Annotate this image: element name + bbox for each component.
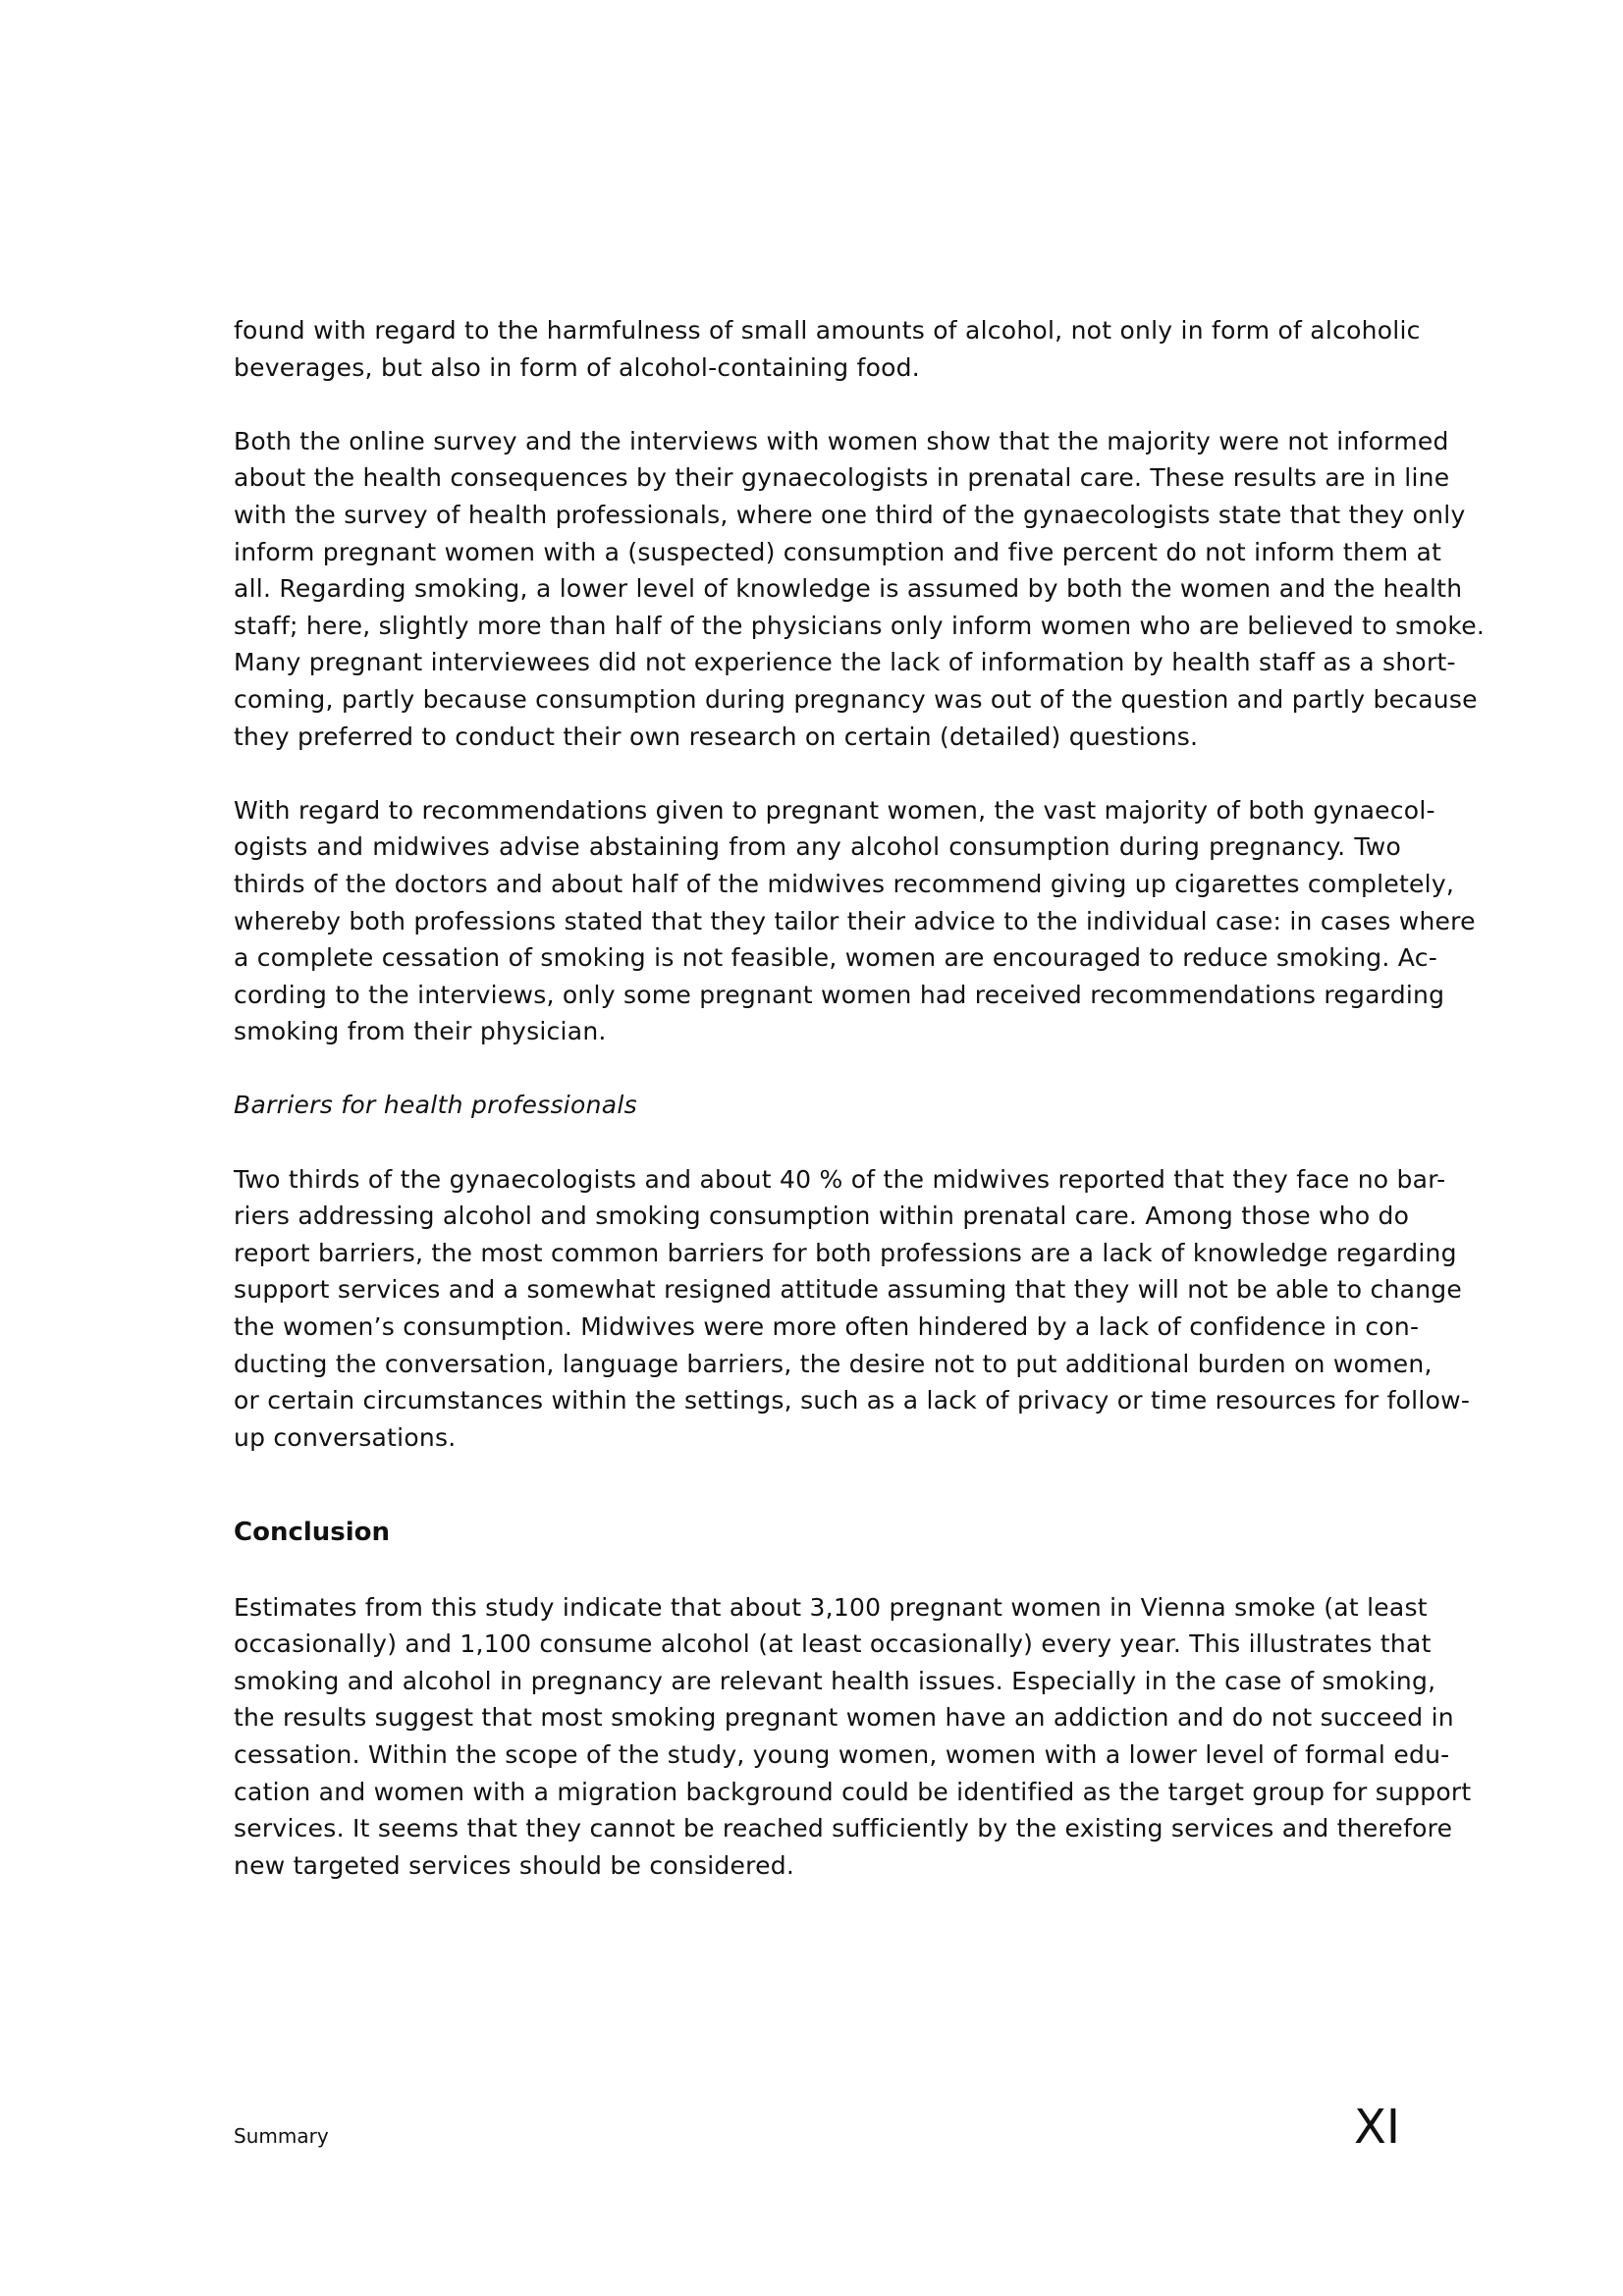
- text-line: cation and women with a migration background could be identified as the target group for support: [234, 1777, 1472, 1806]
- text-line: the results suggest that most smoking pregnant women have an addiction and do not succeed in: [234, 1703, 1454, 1733]
- text-line: Many pregnant interviewees did not experience the lack of information by health staff as a short-: [234, 648, 1456, 677]
- text-line: Two thirds of the gynaecologists and about 40 % of the midwives reported that they face no bar-: [234, 1164, 1446, 1194]
- text-line: found with regard to the harmfulness of small amounts of alcohol, not only in form of alcoholic: [234, 316, 1421, 345]
- text-line: ogists and midwives advise abstaining from any alcohol consumption during pregnancy. Two: [234, 832, 1401, 862]
- text-line: the women’s consumption. Midwives were more often hindered by a lack of confidence in con-: [234, 1312, 1420, 1342]
- text-line: services. It seems that they cannot be reached sufficiently by the existing services and therefore: [234, 1814, 1453, 1843]
- text-line: occasionally) and 1,100 consume alcohol (at least occasionally) every year. This illustrates that: [234, 1629, 1432, 1659]
- paragraph: [234, 312, 1421, 386]
- text-line: cording to the interviews, only some pregnant women had received recommendations regarding: [234, 980, 1445, 1009]
- subheading: Barriers for health professionals: [234, 1091, 637, 1120]
- section-heading: Conclusion: [234, 1518, 391, 1548]
- paragraph: [234, 423, 1486, 755]
- footer-section-label: Summary: [234, 2124, 329, 2148]
- text-line: ducting the conversation, language barriers, the desire not to put additional burden on women,: [234, 1349, 1433, 1378]
- text-line: beverages, but also in form of alcohol-containing food.: [234, 352, 920, 382]
- text-line: smoking from their physician.: [234, 1017, 607, 1046]
- text-line: Estimates from this study indicate that about 3,100 pregnant women in Vienna smoke (at least: [234, 1592, 1428, 1622]
- text-line: or certain circumstances within the settings, such as a lack of privacy or time resources for follow-: [234, 1386, 1471, 1415]
- text-line: a complete cessation of smoking is not feasible, women are encouraged to reduce smoking. Ac-: [234, 943, 1437, 973]
- text-line: riers addressing alcohol and smoking consumption within prenatal care. Among those who do: [234, 1201, 1410, 1231]
- paragraph: [234, 792, 1476, 1050]
- page-body: [234, 312, 1486, 1884]
- text-line: With regard to recommendations given to pregnant women, the vast majority of both gynaecol-: [234, 795, 1435, 825]
- text-line: Both the online survey and the interviews with women show that the majority were not informed: [234, 426, 1449, 455]
- page-number: XI: [1353, 2100, 1400, 2155]
- text-line: they preferred to conduct their own research on certain (detailed) questions.: [234, 721, 1199, 751]
- text-line: coming, partly because consumption during pregnancy was out of the question and partly because: [234, 684, 1478, 714]
- text-line: report barriers, the most common barriers for both professions are a lack of knowledge regarding: [234, 1238, 1457, 1267]
- text-line: support services and a somewhat resigned attitude assuming that they will not be able to change: [234, 1275, 1463, 1305]
- paragraph: [234, 1589, 1472, 1885]
- text-line: with the survey of health professionals, where one third of the gynaecologists state that they only: [234, 500, 1466, 529]
- paragraph: [234, 1161, 1471, 1457]
- text-line: staff; here, slightly more than half of the physicians only inform women who are believed to smoke.: [234, 611, 1486, 640]
- text-line: new targeted services should be considered.: [234, 1850, 795, 1880]
- text-line: all. Regarding smoking, a lower level of knowledge is assumed by both the women and the health: [234, 574, 1463, 604]
- text-line: cessation. Within the scope of the study, young women, women with a lower level of formal edu-: [234, 1739, 1450, 1769]
- text-line: whereby both professions stated that they tailor their advice to the individual case: in cases where: [234, 906, 1476, 935]
- text-line: inform pregnant women with a (suspected) consumption and five percent do not inform them at: [234, 537, 1442, 566]
- text-line: about the health consequences by their gynaecologists in prenatal care. These results are in line: [234, 463, 1450, 493]
- text-line: up conversations.: [234, 1422, 457, 1452]
- text-line: smoking and alcohol in pregnancy are relevant health issues. Especially in the case of smoking,: [234, 1666, 1436, 1695]
- text-line: thirds of the doctors and about half of the midwives recommend giving up cigarettes completely,: [234, 869, 1455, 898]
